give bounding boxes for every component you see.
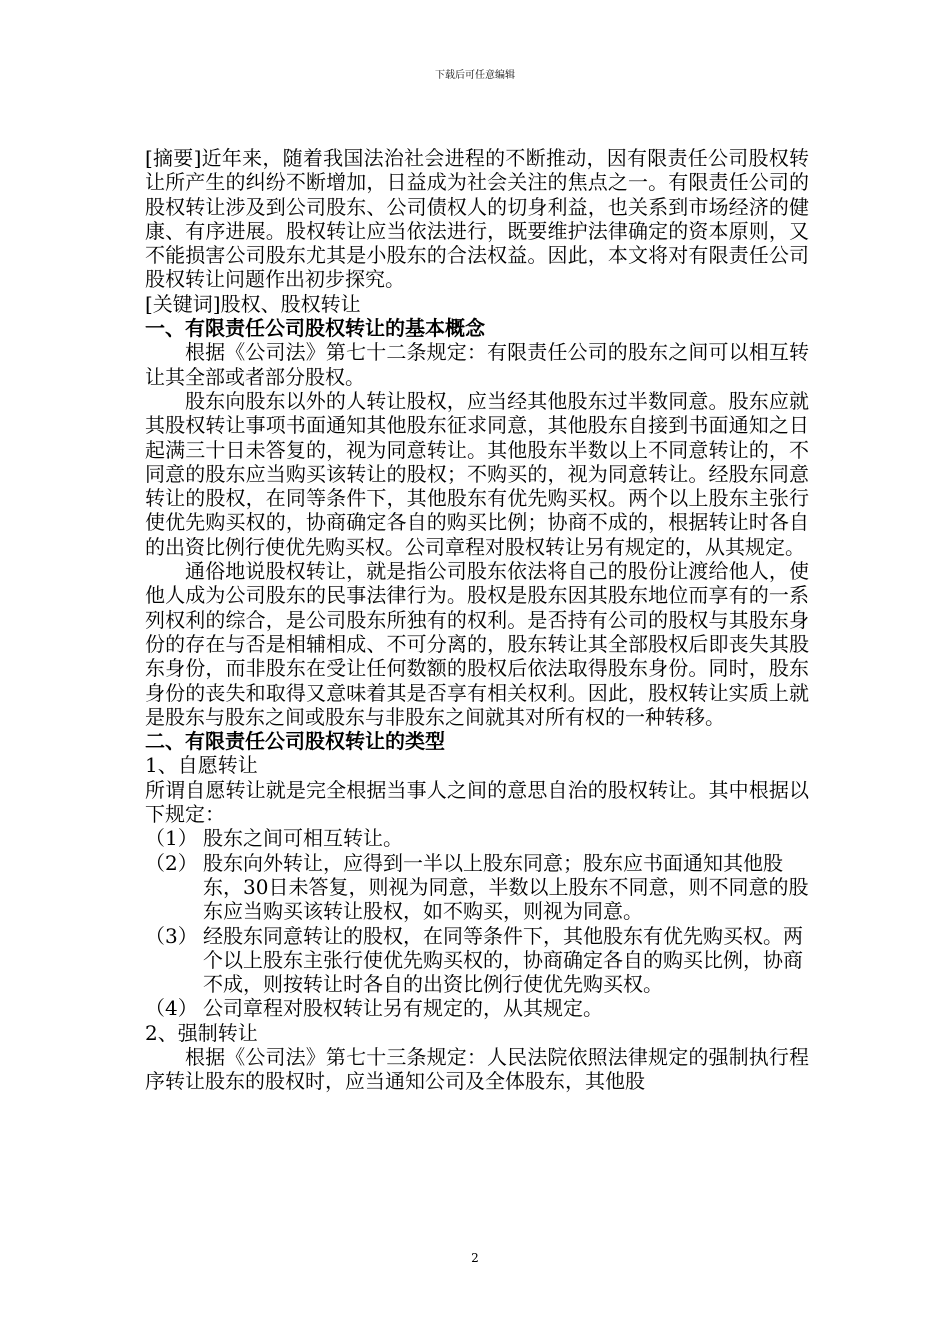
list-item	[145, 851, 809, 924]
subsection-2-title: 2、强制转让	[145, 1020, 258, 1045]
abstract-paragraph: [摘要]近年来，随着我国法治社会进程的不断推动，因有限责任公司股权转让所产生的纠纷不断增加，日益成为社会关注的焦点之一。有限责任公司的股权转让涉及到公司股东、公司债权人的切身利益，也关系到市场经济的健康、有序进展。股权转让应当依法进行，既要维护法律确定的资本原则，又不能损害公司股东尤其是小股东的合法权益。因此，本文将对有限责任公司股权转让问题作出初步探究。	[145, 146, 809, 292]
list-item-text: 股东之间可相互转让。	[203, 826, 403, 851]
list-item-text: 股东向外转让，应得到一半以上股东同意；股东应书面通知其他股东，30日未答复，则视为同意，半数以上股东不同意，则不同意的股东应当购买该转让股权，如不购买，则视为同意。	[203, 850, 809, 924]
keywords-line: [关键词]股权、股权转让	[145, 291, 361, 316]
list-item-number: （3）	[145, 923, 198, 948]
subsection-1-title: 1、自愿转让	[145, 753, 258, 778]
subsection-2-paragraph: 根据《公司法》第七十三条规定：人民法院依照法律规定的强制执行程序转让股东的股权时，应当通知公司及全体股东，其他股	[145, 1044, 809, 1094]
list-item-text: 公司章程对股权转让另有规定的，从其规定。	[203, 996, 603, 1021]
subsection-1-intro: 所谓自愿转让就是完全根据当事人之间的意思自治的股权转让。其中根据以下规定：	[145, 777, 809, 827]
section-1-paragraph-3: 通俗地说股权转让，就是指公司股东依法将自己的股份让渡给他人，使他人成为公司股东的民事法律行为。股权是股东因其股东地位而享有的一系列权利的综合，是公司股东所独有的权利。是否持有公司的股权与其股东身份的存在与否是相辅相成、不可分离的，股东转让其全部股权后即丧失其股东身份，而非股东在受让任何数额的股权后依法取得股东身份。同时，股东身份的丧失和取得又意味着其是否享有相关权利。因此，股权转让实质上就是股东与股东之间或股东与非股东之间就其对所有权的一种转移。	[145, 559, 809, 729]
section-1-paragraph-2: 股东向股东以外的人转让股权，应当经其他股东过半数同意。股东应就其股权转让事项书面通知其他股东征求同意，其他股东自接到书面通知之日起满三十日未答复的，视为同意转让。其他股东半数以上不同意转让的，不同意的股东应当购买该转让的股权；不购买的，视为同意转让。经股东同意转让的股权，在同等条件下，其他股东有优先购买权。两个以上股东主张行使优先购买权的，协商确定各自的购买比例；协商不成的，根据转让时各自的出资比例行使优先购买权。公司章程对股权转让另有规定的，从其规定。	[145, 388, 809, 559]
list-item	[145, 996, 809, 1020]
section-1-paragraph-1: 根据《公司法》第七十二条规定：有限责任公司的股东之间可以相互转让其全部或者部分股权。	[145, 340, 809, 389]
document-body	[145, 146, 809, 1094]
list-item-number: （4）	[145, 996, 198, 1021]
list-item-text: 经股东同意转让的股权，在同等条件下，其他股东有优先购买权。两个以上股东主张行使优先购买权的，协商确定各自的购买比例，协商不成，则按转让时各自的出资比例行使优先购买权。	[203, 923, 803, 997]
list-item-number: （2）	[145, 850, 198, 875]
section-1-heading: 一、有限责任公司股权转让的基本概念	[145, 316, 485, 341]
list-item-number: （1）	[145, 826, 198, 851]
list-item	[145, 924, 809, 997]
page-header: 下载后可任意编辑	[435, 70, 515, 81]
section-2-heading: 二、有限责任公司股权转让的类型	[145, 729, 445, 754]
list-item	[145, 826, 809, 850]
page-number: 2	[471, 1251, 479, 1265]
